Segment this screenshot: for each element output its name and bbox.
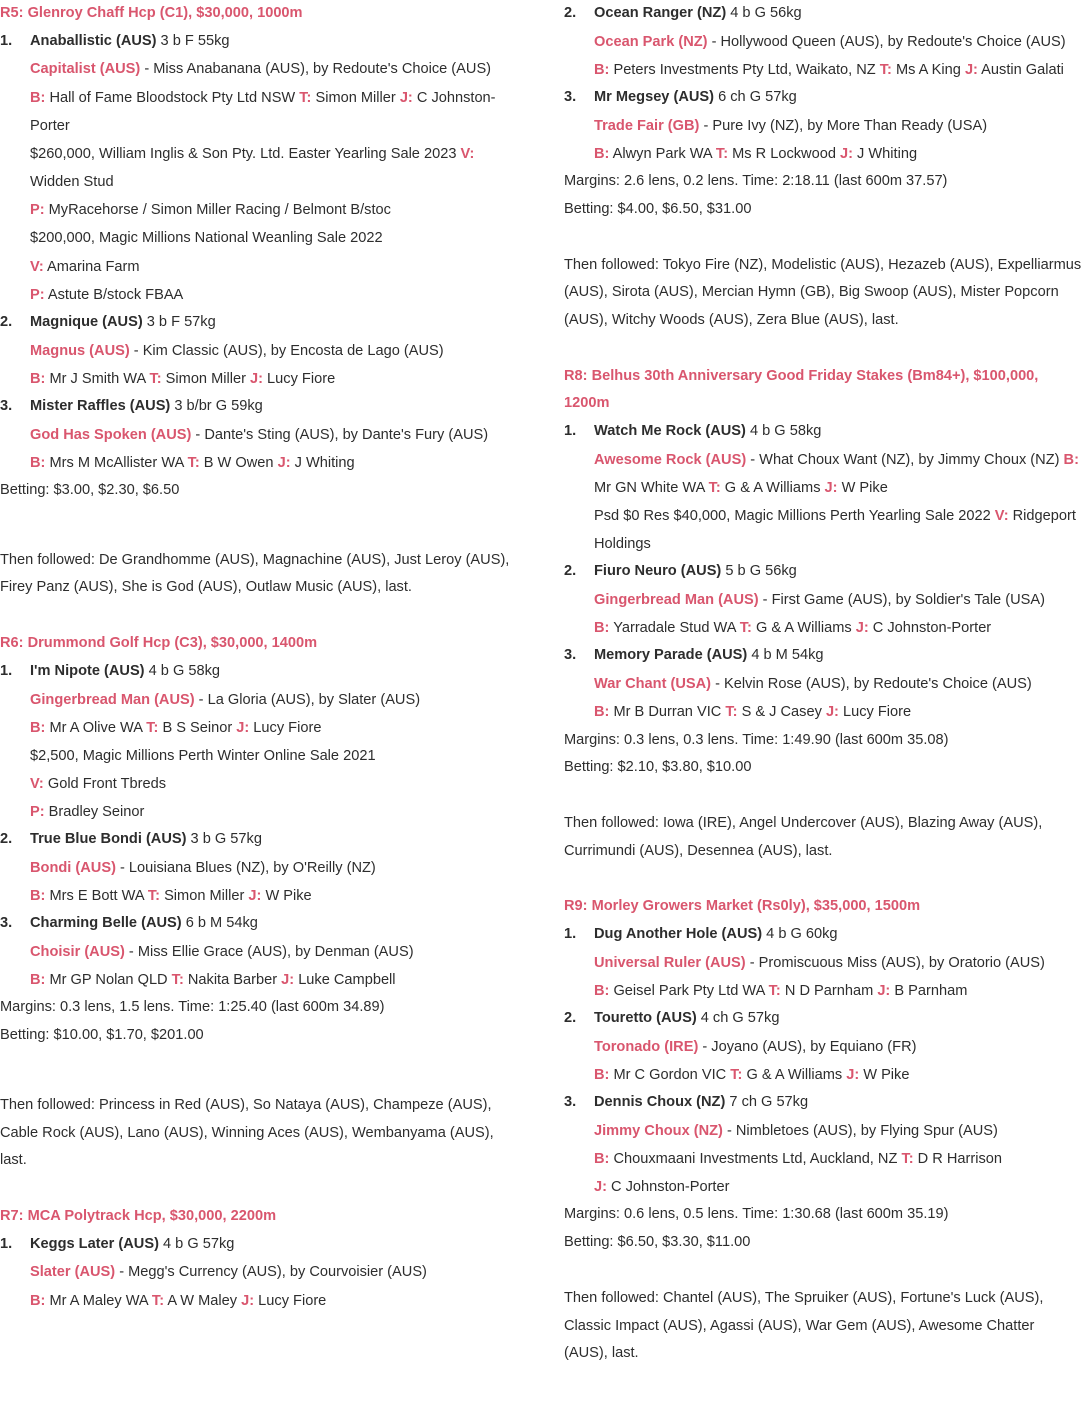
horse-detail: 5 b G 56kg [721, 563, 797, 580]
detail-text: C Johnston-Porter [30, 89, 496, 134]
runner-name-line [594, 0, 1082, 28]
field-tag: J: [877, 982, 891, 999]
runner-name-line [30, 910, 522, 938]
runner-detail-line [0, 798, 522, 826]
race-summary-line: Betting: $10.00, $1.70, $201.00 [0, 1027, 204, 1044]
runner-detail-line [0, 1287, 522, 1315]
sire-name: Capitalist (AUS) [30, 61, 141, 78]
finishing-position: 2. [564, 563, 577, 580]
sire-name: Toronado (IRE) [594, 1038, 699, 1055]
spacer [564, 224, 1082, 252]
detail-text: B S Seinor [158, 719, 237, 736]
horse-name: True Blue Bondi (AUS) [30, 831, 187, 848]
detail-text: Simon Miller [311, 89, 400, 106]
race-summary-line: Betting: $6.50, $3.30, $11.00 [564, 1234, 751, 1251]
runner-detail-line [0, 365, 522, 393]
finishing-position: 2. [0, 313, 13, 330]
field-tag: B: [594, 982, 610, 999]
detail-text: Amarina Farm [43, 258, 140, 275]
field-tag: T: [187, 454, 200, 471]
runner-detail-line [0, 253, 522, 281]
detail-text: - Miss Ellie Grace (AUS), by Denman (AUS) [124, 944, 414, 961]
spacer [564, 1257, 1082, 1285]
race-summary-line: Margins: 0.3 lens, 1.5 lens. Time: 1:25.40 (last 600m 34.89) [0, 999, 385, 1016]
runner-detail-line [0, 742, 522, 770]
field-tag: J: [825, 704, 839, 721]
field-tag: P: [30, 286, 45, 303]
field-tag: B: [594, 145, 610, 162]
runner-detail-line [564, 670, 1082, 698]
runner-body [30, 309, 522, 337]
runner-body [30, 910, 522, 938]
field-tag: V: [30, 775, 44, 792]
horse-detail: 4 b G 58kg [745, 423, 822, 440]
runner-name-line [30, 826, 522, 854]
field-tag: J: [250, 370, 263, 387]
field-tag: J: [236, 719, 250, 736]
runner-entry [0, 1231, 522, 1259]
detail-text: Gold Front Tbreds [43, 775, 167, 792]
detail-text: B Parnham [890, 982, 968, 999]
field-tag: B: [30, 719, 46, 736]
runner-name-line [30, 1231, 522, 1259]
finishing-position: 2. [564, 5, 577, 21]
sire-name: War Chant (USA) [594, 676, 712, 693]
field-tag: J: [846, 1067, 860, 1083]
runner-name-line [30, 393, 522, 421]
detail-text: Mrs M McAllister WA [45, 454, 188, 471]
detail-text: G & A Williams [742, 1067, 847, 1083]
runner-detail-line [564, 977, 1082, 1005]
horse-name: Mister Raffles (AUS) [30, 397, 171, 414]
horse-detail: 7 ch G 57kg [725, 1094, 809, 1111]
detail-text: G & A Williams [720, 479, 825, 496]
field-tag: T: [151, 1292, 165, 1309]
runner-body [594, 558, 1082, 586]
detail-text: A W Maley [164, 1292, 242, 1309]
results-column-right [544, 0, 1088, 1368]
detail-text: Bradley Seinor [44, 804, 145, 821]
detail-text: MyRacehorse / Simon Miller Racing / Belmont B/stoc [44, 202, 391, 219]
field-tag: P: [30, 804, 45, 821]
finishing-position: 1. [0, 1235, 13, 1252]
sire-name: Choisir (AUS) [30, 944, 125, 961]
detail-text: Mr B Durran VIC [609, 704, 726, 721]
horse-name: Mr Megsey (AUS) [594, 89, 715, 106]
finishing-position: 1. [0, 662, 13, 679]
horse-name: Watch Me Rock (AUS) [594, 423, 746, 440]
horse-name: Dennis Choux (NZ) [594, 1094, 726, 1111]
horse-detail: 4 b G 58kg [144, 662, 220, 679]
field-tag: B: [30, 972, 46, 989]
runner-detail-line [0, 854, 522, 882]
field-tag: T: [149, 370, 162, 387]
runner-detail-line [0, 337, 522, 365]
detail-text: C Johnston-Porter [606, 1179, 730, 1196]
race-summary-line: Betting: $3.00, $2.30, $6.50 [0, 481, 180, 498]
runner-detail-line [0, 770, 522, 798]
detail-text: N D Parnham [780, 982, 878, 999]
detail-text: Lucy Fiore [838, 704, 912, 721]
detail-text: Luke Campbell [294, 972, 396, 989]
horse-name: Charming Belle (AUS) [30, 915, 182, 932]
field-tag: J: [241, 1292, 255, 1309]
field-tag: V: [994, 508, 1009, 525]
detail-text: Mr J Smith WA [45, 370, 150, 387]
runner-detail-line [0, 938, 522, 966]
horse-name: Touretto (AUS) [594, 1010, 697, 1027]
detail-text: - Hollywood Queen (AUS), by Redoute's Choice (AUS) [707, 33, 1066, 50]
runner-entry [564, 84, 1082, 112]
field-tag: B: [594, 1151, 610, 1168]
detail-text: Mr A Olive WA [45, 719, 147, 736]
runner-detail-line [564, 1173, 1082, 1201]
field-tag: T: [768, 982, 781, 999]
detail-text: Astute B/stock FBAA [44, 286, 184, 303]
runner-name-line [594, 1089, 1082, 1117]
finishing-position: 3. [0, 397, 13, 414]
detail-text: Simon Miller [160, 888, 249, 905]
field-tag: T: [147, 888, 161, 905]
field-tag: J: [399, 89, 413, 106]
detail-text: Mr A Maley WA [45, 1292, 152, 1309]
detail-text: Peters Investments Pty Ltd, Waikato, NZ [609, 61, 880, 78]
field-tag: J: [855, 620, 869, 637]
runner-body [30, 826, 522, 854]
runner-name-line [594, 1005, 1082, 1033]
finishing-position: 3. [564, 647, 577, 664]
horse-detail: 3 b F 57kg [142, 313, 216, 330]
runner-entry [564, 0, 1082, 28]
detail-text: Austin Galati [977, 61, 1064, 78]
spacer [564, 335, 1082, 363]
runner-entry [564, 642, 1082, 670]
field-tag: J: [840, 145, 853, 162]
spacer [564, 782, 1082, 810]
runner-entry [564, 921, 1082, 949]
detail-text: Yarradale Stud WA [609, 620, 740, 637]
runner-detail-line [564, 1117, 1082, 1145]
runner-body [30, 28, 522, 56]
horse-detail: 3 b F 55kg [156, 32, 230, 49]
sire-name: Awesome Rock (AUS) [594, 451, 747, 468]
runner-detail-line [564, 586, 1082, 614]
field-tag: P: [30, 202, 45, 219]
runner-name-line [594, 558, 1082, 586]
field-tag: J: [964, 61, 978, 78]
runner-detail-line [0, 686, 522, 714]
horse-name: Ocean Ranger (NZ) [594, 5, 727, 21]
horse-detail: 3 b G 57kg [186, 831, 262, 848]
field-tag: T: [146, 719, 159, 736]
runner-entry [0, 309, 522, 337]
results-column-left [0, 0, 544, 1368]
sire-name: Ocean Park (NZ) [594, 33, 708, 50]
field-tag: J: [277, 454, 291, 471]
runner-detail-line [564, 698, 1082, 726]
field-tag: T: [725, 704, 738, 721]
then-followed-line: Then followed: Tokyo Fire (NZ), Modelistic (AUS), Hezazeb (AUS), Expelliarmus (AUS), Sirota (AUS), Mercian Hymn (GB), Big Swoop (AUS), Mister Popcorn (AUS), Witchy Woods (AUS), Zera Blue (AUS), last. [564, 256, 1082, 328]
runner-detail-line [0, 224, 522, 252]
detail-text: Lucy Fiore [263, 370, 336, 387]
horse-name: Anaballistic (AUS) [30, 32, 157, 49]
spacer [0, 505, 522, 547]
detail-text: B W Owen [199, 454, 278, 471]
sire-name: Gingerbread Man (AUS) [594, 592, 759, 609]
runner-detail-line [0, 714, 522, 742]
field-tag: B: [30, 89, 46, 106]
runner-entry [564, 1005, 1082, 1033]
runner-detail-line [564, 1145, 1082, 1173]
detail-text: Mr GP Nolan QLD [45, 972, 172, 989]
detail-text: S & J Casey [737, 704, 826, 721]
horse-name: Magnique (AUS) [30, 313, 143, 330]
finishing-position: 1. [564, 926, 577, 943]
runner-detail-line [0, 882, 522, 910]
detail-text: $260,000, William Inglis & Son Pty. Ltd. Easter Yearling Sale 2023 [30, 145, 461, 162]
race-summary-line: Margins: 0.3 lens, 0.3 lens. Time: 1:49.90 (last 600m 35.08) [564, 731, 949, 748]
field-tag: B: [30, 1292, 46, 1309]
sire-name: God Has Spoken (AUS) [30, 426, 192, 443]
race-summary-line: Betting: $4.00, $6.50, $31.00 [564, 200, 752, 217]
runner-detail-line [0, 140, 522, 196]
detail-text: Mrs E Bott WA [45, 888, 148, 905]
field-tag: J: [248, 888, 262, 905]
detail-text: Mr C Gordon VIC [609, 1067, 731, 1083]
runner-body [594, 1089, 1082, 1117]
field-tag: T: [730, 1067, 743, 1083]
detail-text: W Pike [261, 888, 312, 905]
sire-name: Magnus (AUS) [30, 342, 130, 359]
field-tag: B: [1063, 451, 1079, 468]
horse-detail: 6 b M 54kg [181, 915, 258, 932]
runner-body [30, 393, 522, 421]
field-tag: T: [171, 972, 184, 989]
runner-entry [0, 393, 522, 421]
detail-text: G & A Williams [751, 620, 856, 637]
field-tag: B: [30, 888, 46, 905]
runner-name-line [594, 642, 1082, 670]
field-tag: T: [715, 145, 729, 162]
detail-text: - Miss Anabanana (AUS), by Redoute's Choice (AUS) [140, 61, 492, 78]
detail-text: - Pure Ivy (NZ), by More Than Ready (USA) [699, 117, 988, 134]
race-header: R5: Glenroy Chaff Hcp (C1), $30,000, 1000m [0, 5, 303, 21]
detail-text: Widden Stud [30, 174, 114, 191]
race-summary-line: Margins: 0.6 lens, 0.5 lens. Time: 1:30.68 (last 600m 35.19) [564, 1206, 949, 1223]
runner-detail-line [564, 949, 1082, 977]
field-tag: J: [824, 479, 838, 496]
field-tag: B: [594, 61, 610, 78]
runner-detail-line [0, 421, 522, 449]
sire-name: Universal Ruler (AUS) [594, 954, 746, 971]
finishing-position: 3. [564, 89, 577, 106]
runner-detail-line [564, 112, 1082, 140]
detail-text: J Whiting [853, 145, 918, 162]
detail-text: - Louisiana Blues (NZ), by O'Reilly (NZ) [115, 860, 376, 876]
detail-text: Mr GN White WA [594, 479, 709, 496]
spacer [0, 1050, 522, 1092]
horse-name: Memory Parade (AUS) [594, 647, 748, 664]
sire-name: Gingerbread Man (AUS) [30, 691, 195, 708]
field-tag: B: [594, 620, 610, 637]
field-tag: V: [30, 258, 44, 275]
field-tag: B: [30, 370, 46, 387]
horse-name: Dug Another Hole (AUS) [594, 926, 763, 943]
runner-detail-line [564, 1033, 1082, 1061]
detail-text: Chouxmaani Investments Ltd, Auckland, NZ [609, 1151, 902, 1168]
runner-name-line [30, 309, 522, 337]
runner-detail-line [0, 966, 522, 994]
sire-name: Jimmy Choux (NZ) [594, 1122, 723, 1139]
field-tag: T: [299, 89, 312, 106]
finishing-position: 3. [0, 915, 13, 932]
horse-name: I'm Nipote (AUS) [30, 662, 145, 679]
race-header: R7: MCA Polytrack Hcp, $30,000, 2200m [0, 1207, 277, 1224]
detail-text: W Pike [837, 479, 888, 496]
runner-entry [0, 28, 522, 56]
runner-entry [0, 826, 522, 854]
field-tag: B: [30, 454, 46, 471]
runner-detail-line [0, 55, 522, 83]
then-followed-line: Then followed: Princess in Red (AUS), So Nataya (AUS), Champeze (AUS), Cable Rock (AUS), Lano (AUS), Winning Aces (AUS), Wembanyama (AUS), last. [0, 1096, 494, 1169]
detail-text: C Johnston-Porter [868, 620, 992, 637]
detail-text: - Dante's Sting (AUS), by Dante's Fury (AUS) [191, 426, 489, 443]
runner-detail-line [0, 449, 522, 477]
detail-text: D R Harrison [913, 1151, 1002, 1168]
runner-detail-line [0, 196, 522, 224]
race-summary-line: Betting: $2.10, $3.80, $10.00 [564, 759, 752, 776]
runner-entry [564, 418, 1082, 446]
runner-body [594, 418, 1082, 446]
field-tag: V: [460, 145, 475, 162]
runner-entry [0, 910, 522, 938]
detail-text: W Pike [859, 1067, 910, 1083]
runner-entry [564, 1089, 1082, 1117]
detail-text: J Whiting [290, 454, 355, 471]
detail-text: - Joyano (AUS), by Equiano (FR) [698, 1038, 917, 1055]
race-summary-line: Margins: 2.6 lens, 0.2 lens. Time: 2:18.11 (last 600m 37.57) [564, 173, 948, 190]
race-header: R9: Morley Growers Market (Rs0ly), $35,000, 1500m [564, 898, 921, 915]
horse-detail: 4 b G 56kg [726, 5, 802, 21]
detail-text: Lucy Fiore [249, 719, 322, 736]
horse-detail: 4 b G 57kg [158, 1235, 235, 1252]
spacer [564, 865, 1082, 893]
detail-text: - Kim Classic (AUS), by Encosta de Lago (AUS) [129, 342, 444, 359]
runner-body [594, 0, 1082, 28]
field-tag: B: [594, 704, 610, 721]
finishing-position: 1. [0, 32, 13, 49]
sire-name: Trade Fair (GB) [594, 117, 700, 134]
detail-text: - Kelvin Rose (AUS), by Redoute's Choice (AUS) [711, 676, 1032, 693]
runner-body [30, 1231, 522, 1259]
runner-detail-line [564, 446, 1082, 502]
runner-body [594, 642, 1082, 670]
detail-text: Alwyn Park WA [609, 145, 716, 162]
finishing-position: 3. [564, 1094, 577, 1111]
runner-detail-line [564, 502, 1082, 558]
runner-detail-line [564, 1061, 1082, 1089]
runner-detail-line [0, 281, 522, 309]
detail-text: $200,000, Magic Millions National Weanling Sale 2022 [30, 230, 383, 247]
horse-name: Fiuro Neuro (AUS) [594, 563, 722, 580]
runner-body [30, 658, 522, 686]
runner-detail-line [564, 140, 1082, 168]
finishing-position: 1. [564, 423, 577, 440]
detail-text: Nakita Barber [183, 972, 282, 989]
spacer [0, 1175, 522, 1203]
runner-detail-line [564, 614, 1082, 642]
field-tag: T: [708, 479, 721, 496]
horse-detail: 4 b M 54kg [747, 647, 824, 664]
horse-detail: 6 ch G 57kg [714, 89, 797, 106]
detail-text: Ms R Lockwood [728, 145, 841, 162]
runner-name-line [30, 658, 522, 686]
field-tag: B: [594, 1067, 610, 1083]
finishing-position: 2. [564, 1010, 577, 1027]
runner-body [594, 1005, 1082, 1033]
horse-name: Keggs Later (AUS) [30, 1235, 159, 1252]
runner-entry [564, 558, 1082, 586]
then-followed-line: Then followed: Iowa (IRE), Angel Undercover (AUS), Blazing Away (AUS), Currimundi (AUS), Desennea (AUS), last. [564, 814, 1043, 859]
runner-body [594, 84, 1082, 112]
detail-text: Psd $0 Res $40,000, Magic Millions Perth Yearling Sale 2022 [594, 508, 995, 525]
runner-detail-line [0, 1258, 522, 1286]
field-tag: J: [281, 972, 295, 989]
field-tag: T: [739, 620, 752, 637]
detail-text: Simon Miller [161, 370, 251, 387]
race-header: R8: Belhus 30th Anniversary Good Friday Stakes (Bm84+), $100,000, 1200m [564, 367, 1039, 412]
detail-text: - What Choux Want (NZ), by Jimmy Choux (NZ) [746, 451, 1064, 468]
detail-text: - La Gloria (AUS), by Slater (AUS) [194, 691, 421, 708]
runner-entry [0, 658, 522, 686]
field-tag: J: [594, 1179, 607, 1196]
race-header: R6: Drummond Golf Hcp (C3), $30,000, 1400m [0, 635, 318, 652]
runner-detail-line [564, 28, 1082, 84]
detail-text: - Megg's Currency (AUS), by Courvoisier (AUS) [115, 1264, 427, 1281]
detail-text: Ridgeport Holdings [594, 508, 1076, 553]
runner-detail-line [0, 84, 522, 140]
detail-text: $2,500, Magic Millions Perth Winter Online Sale 2021 [30, 747, 376, 764]
detail-text: - Promiscuous Miss (AUS), by Oratorio (AUS) [745, 954, 1045, 971]
then-followed-line: Then followed: De Grandhomme (AUS), Magnachine (AUS), Just Leroy (AUS), Firey Panz (AUS), She is God (AUS), Outlaw Music (AUS), last. [0, 551, 510, 596]
detail-text: Geisel Park Pty Ltd WA [609, 982, 769, 999]
sire-name: Bondi (AUS) [30, 860, 116, 876]
detail-text: - First Game (AUS), by Soldier's Tale (USA) [758, 592, 1045, 609]
detail-text: Hall of Fame Bloodstock Pty Ltd NSW [45, 89, 300, 106]
runner-name-line [30, 28, 522, 56]
field-tag: T: [901, 1151, 914, 1168]
spacer [0, 602, 522, 630]
runner-body [594, 921, 1082, 949]
detail-text: Lucy Fiore [254, 1292, 327, 1309]
runner-name-line [594, 921, 1082, 949]
horse-detail: 4 b G 60kg [762, 926, 838, 943]
finishing-position: 2. [0, 831, 13, 848]
runner-name-line [594, 418, 1082, 446]
runner-name-line [594, 84, 1082, 112]
then-followed-line: Then followed: Chantel (AUS), The Spruiker (AUS), Fortune's Luck (AUS), Classic Impact (AUS), Agassi (AUS), War Gem (AUS), Awesome Chatter (AUS), last. [564, 1289, 1044, 1362]
sire-name: Slater (AUS) [30, 1264, 116, 1281]
detail-text: - Nimbletoes (AUS), by Flying Spur (AUS) [722, 1122, 998, 1139]
horse-detail: 4 ch G 57kg [696, 1010, 780, 1027]
horse-detail: 3 b/br G 59kg [170, 397, 263, 414]
field-tag: T: [879, 61, 892, 78]
detail-text: Ms A King [891, 61, 965, 78]
